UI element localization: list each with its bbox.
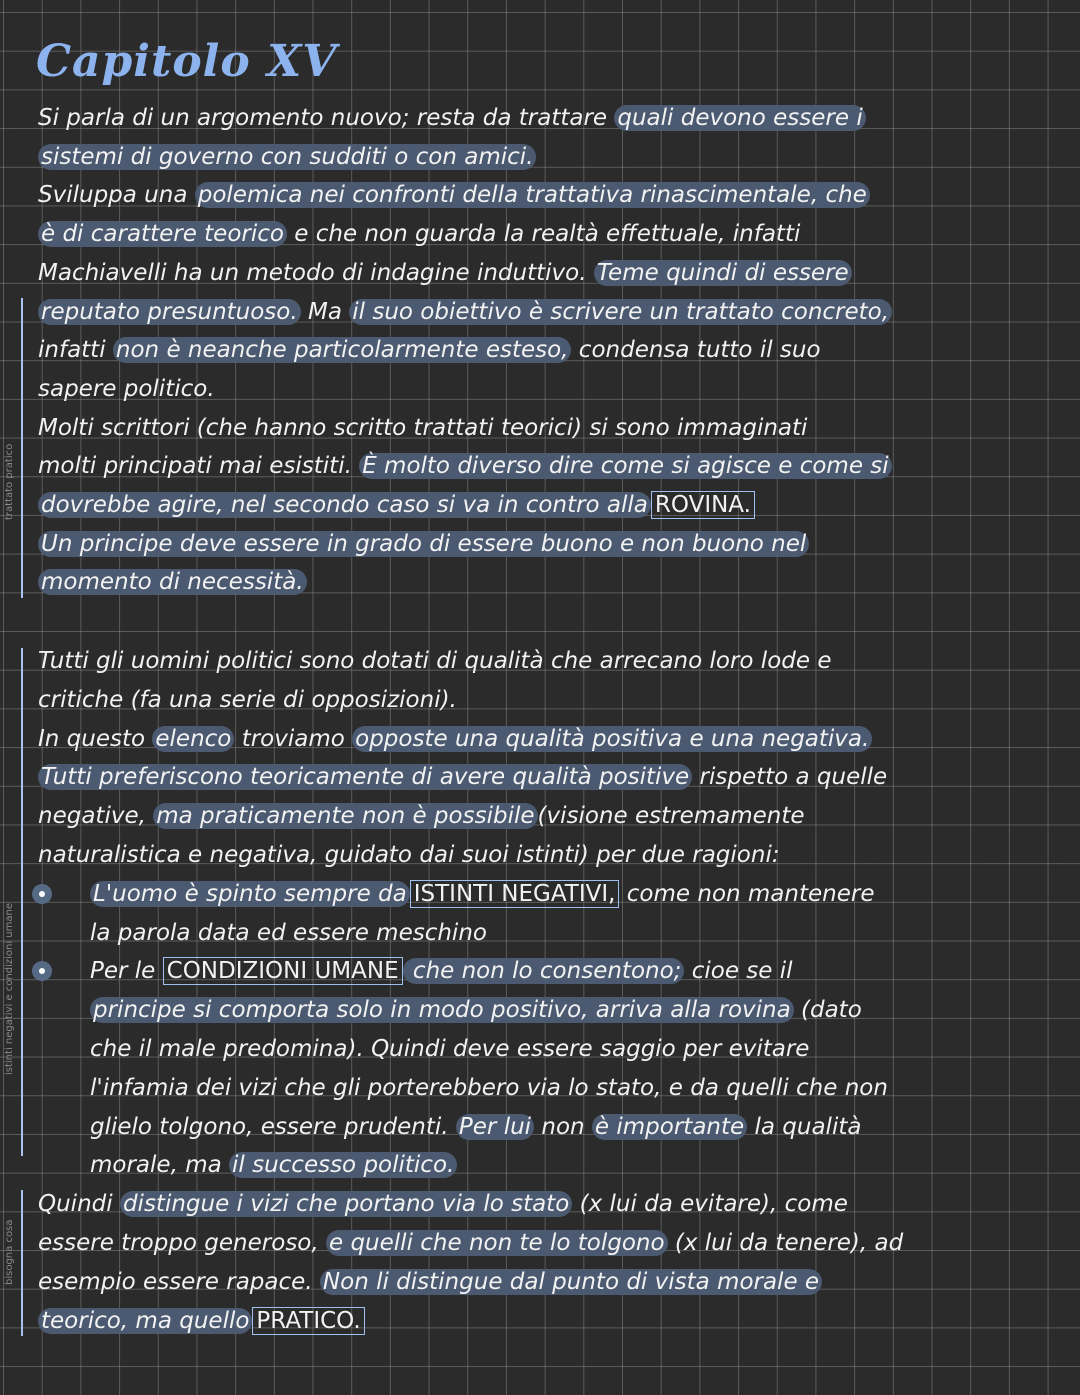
text-line	[38, 758, 887, 796]
page-title: Capitolo XV	[36, 36, 338, 87]
highlighted-text: È molto diverso dire come si agisce e come si	[359, 453, 891, 479]
boxed-keyword: ISTINTI NEGATIVI,	[410, 880, 620, 908]
text-segment: molti principati mai esistiti.	[38, 453, 360, 480]
text-segment: (dato	[793, 997, 862, 1024]
highlighted-text: non è neanche particolarmente esteso,	[113, 337, 572, 363]
text-line	[38, 409, 807, 447]
highlighted-text: teorico, ma quello	[38, 1308, 252, 1334]
text-line	[38, 254, 852, 292]
highlighted-text: ma praticamente non è possibile	[153, 803, 537, 829]
text-segment: troviamo	[234, 725, 353, 752]
highlighted-text: polemica nei confronti della trattativa rinascimentale, che	[195, 182, 870, 208]
highlighted-text: L'uomo è spinto sempre da	[90, 881, 410, 907]
text-segment: che il male predomina). Quindi deve essere saggio per evitare	[90, 1036, 810, 1062]
text-segment: non	[534, 1113, 592, 1140]
text-line	[38, 1224, 903, 1262]
text-segment: Sviluppa una	[38, 182, 195, 209]
text-line	[90, 1108, 861, 1146]
highlighted-text: è importante	[592, 1114, 747, 1140]
text-segment: l'infamia dei vizi che gli porterebbero via lo stato, e da quelli che non	[90, 1074, 888, 1101]
text-segment: Machiavelli ha un metodo di indagine induttivo.	[38, 259, 594, 286]
margin-note: trattato pratico	[4, 443, 15, 520]
highlighted-text: il successo politico.	[229, 1152, 457, 1178]
text-segment: condensa tutto il suo	[571, 337, 821, 364]
highlighted-text: Tutti preferiscono teoricamente di avere qualità positive	[38, 764, 692, 790]
text-line	[38, 1185, 848, 1223]
text-line	[38, 1263, 822, 1301]
text-line	[38, 720, 872, 758]
text-line	[90, 1030, 809, 1068]
margin-note: istinti negativi e condizioni umane	[4, 903, 15, 1075]
text-line	[38, 642, 831, 680]
text-segment: morale, ma	[90, 1152, 229, 1179]
text-line	[38, 138, 536, 176]
highlighted-text: Teme quindi di essere	[594, 260, 852, 286]
highlighted-text: momento di necessità.	[38, 569, 307, 595]
text-line	[38, 797, 805, 835]
text-line	[90, 914, 487, 952]
text-segment: sapere politico.	[38, 375, 215, 402]
text-segment: e che non guarda la realtà effettuale, infatti	[286, 221, 801, 248]
highlighted-text: Non li distingue dal punto di vista morale e	[320, 1269, 822, 1295]
text-segment: naturalistica e negativa, guidato dai suoi istinti) per due ragioni:	[38, 842, 780, 868]
highlighted-text: sistemi di governo con sudditi o con amici.	[38, 144, 536, 170]
text-segment: In questo	[38, 725, 153, 752]
highlighted-text: è di carattere teorico	[38, 221, 287, 247]
text-line	[38, 1302, 365, 1340]
margin-note: bisogna cosa	[4, 1219, 15, 1285]
section-divider-2	[21, 648, 23, 1156]
text-segment: Si parla di un argomento nuovo; resta da trattare	[38, 105, 615, 131]
highlighted-text: che non lo consentono;	[403, 958, 685, 984]
highlighted-text: elenco	[152, 726, 234, 752]
text-segment: la parola data ed essere meschino	[90, 919, 487, 946]
highlighted-text: e quelli che non te lo tolgono	[326, 1230, 668, 1256]
text-segment: la qualità	[747, 1113, 862, 1140]
text-segment: glielo tolgono, essere prudenti.	[90, 1113, 456, 1140]
text-line	[38, 486, 755, 524]
highlighted-text: distingue i vizi che portano via lo stato	[120, 1191, 572, 1217]
text-line	[38, 176, 870, 214]
text-segment: cioe se il	[684, 958, 793, 985]
highlighted-text: dovrebbe agire, nel secondo caso si va in contro alla	[38, 492, 651, 518]
text-segment: Per le	[90, 958, 163, 985]
text-segment: infatti	[38, 337, 113, 364]
highlighted-text: quali devono essere i	[614, 105, 865, 131]
highlighted-text: Un principe deve essere in grado di essere buono e non buono nel	[38, 531, 809, 557]
text-line	[38, 836, 780, 874]
text-line	[90, 952, 793, 990]
text-segment: critiche (fa una serie di opposizioni).	[38, 686, 457, 713]
text-line	[38, 331, 821, 369]
text-segment: (x lui da tenere), ad	[667, 1230, 904, 1256]
text-line	[38, 525, 809, 563]
text-segment: Ma	[300, 298, 350, 325]
text-line	[90, 875, 874, 913]
text-segment: Tutti gli uomini politici sono dotati di qualità che arrecano loro lode e	[38, 648, 832, 674]
text-segment: (x lui da evitare), come	[572, 1191, 848, 1218]
boxed-keyword: PRATICO.	[252, 1307, 364, 1335]
section-divider-1	[21, 298, 23, 598]
highlighted-text: principe si comporta solo in modo positivo, arriva alla rovina	[90, 997, 794, 1023]
text-segment: essere troppo generoso,	[38, 1230, 326, 1256]
highlighted-text: il suo obiettivo è scrivere un trattato concreto,	[349, 299, 892, 325]
text-segment: (visione estremamente	[537, 803, 805, 830]
highlighted-text: reputato presuntuoso.	[38, 299, 301, 325]
text-segment: Quindi	[38, 1191, 120, 1218]
bullet-icon	[32, 884, 52, 904]
section-divider-3	[21, 1190, 23, 1336]
text-segment: esempio essere rapace.	[38, 1268, 320, 1295]
text-segment: Molti scrittori (che hanno scritto trattati teorici) si sono immaginati	[38, 414, 808, 441]
text-segment: negative,	[38, 803, 154, 830]
text-line	[38, 447, 892, 485]
text-line	[90, 991, 862, 1029]
text-segment: come non mantenere	[619, 880, 875, 907]
highlighted-text: opposte una qualità positiva e una negativa.	[352, 726, 872, 752]
text-line	[38, 370, 215, 408]
highlighted-text: Per lui	[456, 1114, 534, 1140]
text-line	[38, 563, 307, 601]
text-line	[38, 99, 866, 137]
bullet-icon	[32, 961, 52, 981]
text-segment: rispetto a quelle	[692, 764, 888, 791]
text-line	[90, 1146, 457, 1184]
text-line	[38, 215, 800, 253]
boxed-keyword: ROVINA.	[651, 491, 755, 519]
text-line	[38, 681, 457, 719]
text-line	[38, 293, 892, 331]
boxed-keyword: CONDIZIONI UMANE	[163, 957, 403, 985]
text-line	[90, 1069, 888, 1107]
